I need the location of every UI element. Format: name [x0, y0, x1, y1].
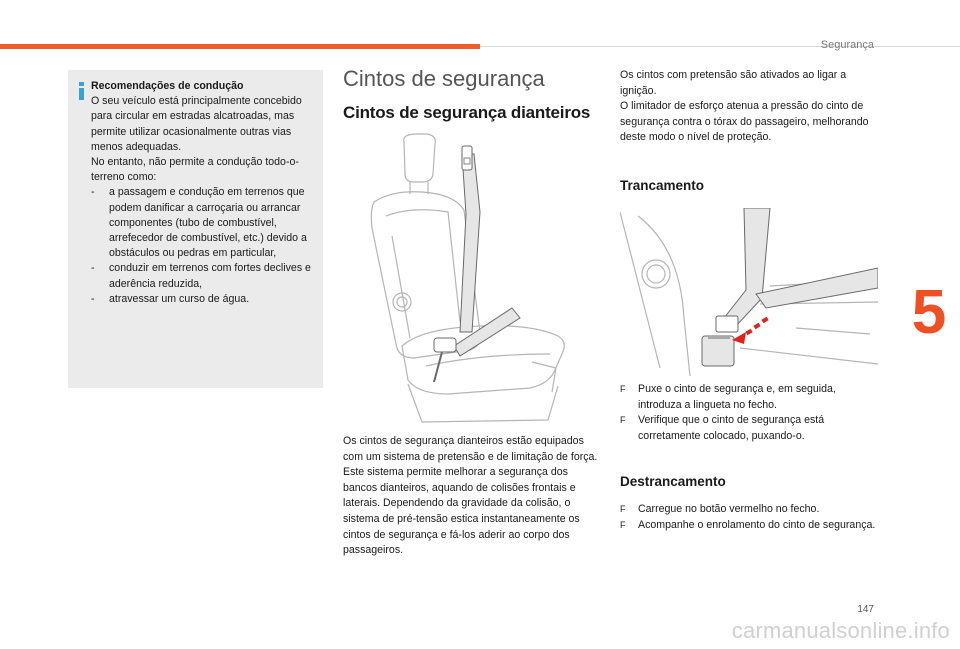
unlocking-heading: Destrancamento [620, 474, 726, 489]
front-seat-belt-illustration [362, 132, 574, 428]
list-item: F Puxe o cinto de segurança e, em seguida, introduza a lingueta no fecho. [620, 383, 836, 411]
section-title: Segurança [820, 39, 874, 51]
bullet-arrow-icon: F [620, 384, 626, 394]
locking-steps [620, 382, 880, 444]
bullet-arrow-icon: F [620, 415, 626, 426]
list-item: F Verifique que o cinto de segurança está corretamente colocado, puxando-o. [620, 414, 825, 442]
watermark: carmanualsonline.info [731, 618, 950, 643]
intro-paragraph: Os cintos com pretensão são ativados ao ligar a ignição. [620, 69, 847, 97]
list-item: F Carregue no botão vermelho no fecho. [620, 502, 880, 518]
intro-paragraph: O limitador de esforço atenua a pressão do cinto de segurança contra o tórax do passageiro, melhorando deste modo o nível de proteção. [620, 100, 869, 144]
header-rule [480, 46, 960, 47]
list-item: - atravessar um curso de água. [91, 292, 250, 305]
main-text [343, 434, 598, 559]
unlocking-steps [620, 502, 880, 533]
header-accent-bar [0, 44, 480, 49]
buckle-illustration [620, 208, 878, 378]
recommendations-title: Recomendações de condução [91, 80, 244, 92]
bullet-arrow-icon: F [620, 519, 626, 530]
recommendations-box [68, 70, 323, 388]
recommendations-list [91, 185, 321, 307]
recommendations-paragraph: O seu veículo está principalmente concebido para circular em estradas alcatroadas, mas permite utilizar ocasionalmente outras vias menos adequadas. [91, 95, 302, 153]
bullet-arrow-icon: F [620, 504, 626, 514]
recommendations-paragraph: No entanto, não permite a condução todo-o-terreno como: [91, 156, 299, 184]
list-item: F Acompanhe o enrolamento do cinto de segurança. [620, 518, 880, 534]
page-number: 147 [857, 604, 874, 615]
chapter-number: 5 [911, 278, 947, 347]
list-item: - conduzir em terrenos com fortes declives e aderência reduzida, [91, 262, 311, 290]
chapter-tab [898, 265, 960, 361]
main-paragraph: Este sistema permite melhorar a segurança dos bancos dianteiros, aquando de colisões frontais e laterais. Dependendo da gravidade da colisão, o sistema de pré-tensão estica instantaneamente os cintos de segurança e fá-los aderir ao corpo dos passageiros. [343, 466, 580, 557]
locking-heading: Trancamento [620, 178, 705, 193]
main-paragraph: Os cintos de segurança dianteiros estão equipados com um sistema de pretensão e de limitação de força. [343, 435, 598, 463]
right-intro [620, 68, 880, 146]
page-title: Cintos de segurança [343, 66, 545, 91]
info-icon [79, 82, 84, 100]
section-subtitle: Cintos de segurança dianteiros [343, 103, 591, 122]
list-item: - a passagem e condução em terrenos que podem danificar a carroçaria ou arrancar componentes (tubo de combustível, arrefecedor de combustível, etc.) devido a obstáculos ou pedras em particular, [91, 186, 307, 260]
